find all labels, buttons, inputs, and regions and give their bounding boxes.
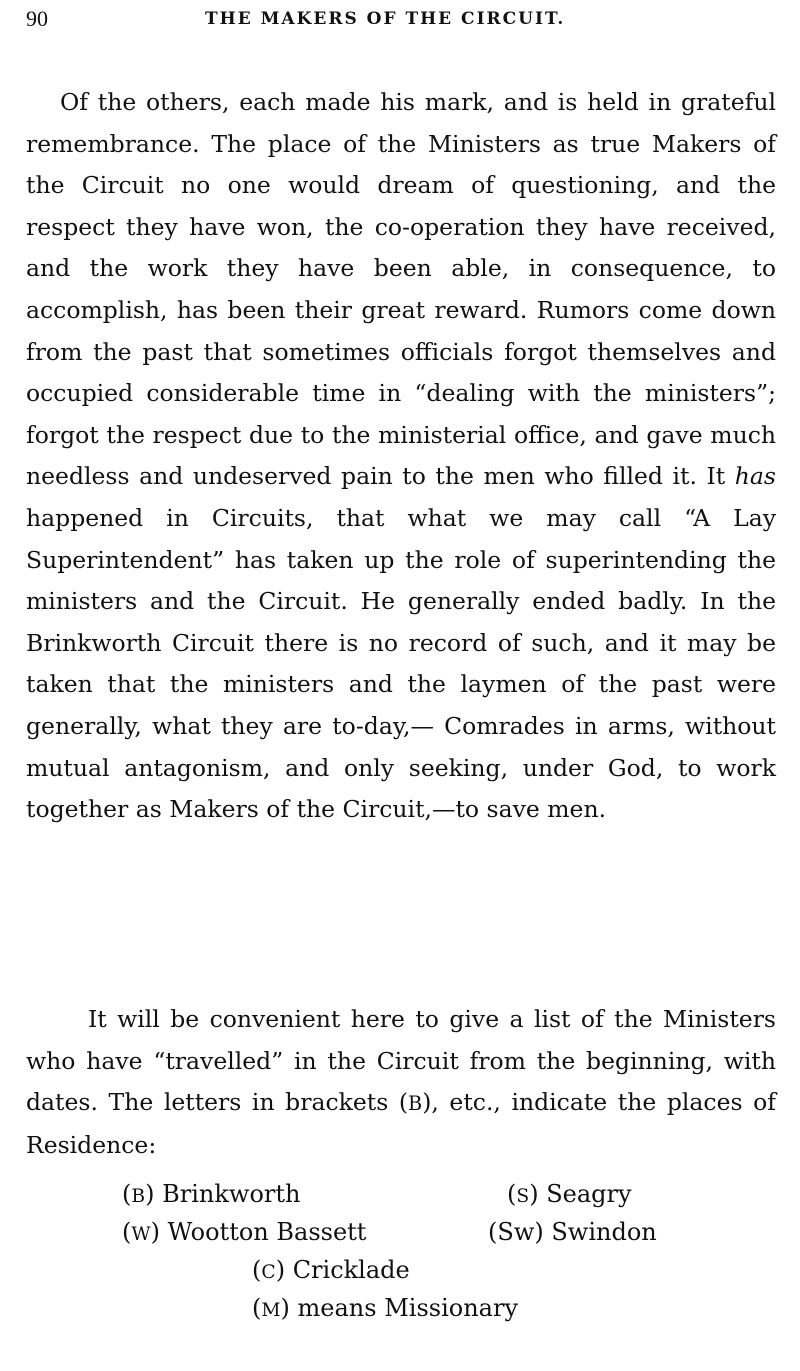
emphasis-has: has: [734, 462, 776, 491]
legend-code: C: [261, 1262, 276, 1283]
paragraph-2-text-a: It will be convenient here to give a list of the Ministers who have “travelled” in the Circuit from the beginning, with dates. The letters in brackets (: [26, 1005, 776, 1117]
legend-code: W: [131, 1224, 151, 1245]
legend-code: B: [131, 1186, 146, 1207]
legend-place: means Missionary: [297, 1294, 519, 1322]
legend-place: Brinkworth: [162, 1180, 301, 1208]
legend-place: Seagry: [546, 1180, 632, 1208]
page-header: [20, 6, 780, 36]
residence-legend: [0, 1180, 800, 1330]
legend-place: Cricklade: [292, 1256, 410, 1284]
legend-entry-cricklade: (C) Cricklade: [252, 1256, 410, 1284]
paragraph-makers-ministers: [26, 82, 776, 831]
legend-entry-seagry: (S) Seagry: [507, 1180, 632, 1208]
paragraph-1-text-b: happened in Circuits, that what we may call “A Lay Superintendent” has taken up the role of superintending the ministers and the Circuit. He generally ended badly. In the Brinkworth Circuit there is no record of such, and it may be taken that the ministers and the laymen of the past were generally, what they are to-day,— Comrades in arms, without mutual antagonism, and only seeking, under God, to work together as Makers of the Circuit,—to save men.: [26, 503, 776, 824]
legend-entry-brinkworth: (B) Brinkworth: [122, 1180, 301, 1208]
legend-place: Wootton Bassett: [167, 1218, 367, 1246]
legend-place: Swindon: [551, 1218, 657, 1246]
legend-entry-wootton-bassett: (W) Wootton Bassett: [122, 1218, 367, 1246]
legend-entry-swindon: (Sw) Swindon: [488, 1218, 657, 1246]
running-head: THE MAKERS OF THE CIRCUIT.: [205, 9, 566, 29]
legend-code: M: [261, 1300, 281, 1321]
abbr-b: B: [408, 1092, 423, 1116]
legend-entry-missionary: (M) means Missionary: [252, 1294, 519, 1322]
paragraph-list-intro: [26, 999, 776, 1166]
paragraph-2-text-b: ), etc., indicate the places of Residence:: [26, 1088, 776, 1159]
legend-code: S: [516, 1186, 530, 1207]
page-number: 90: [26, 6, 48, 31]
paragraph-1-text-a: Of the others, each made his mark, and is held in grateful remembrance. The place of the Ministers as true Makers of the Circuit no one would dream of questioning, and the respect they have won, the co-operation they have received, and the work they have been able, in consequence, to accomplish, has been their great reward. Rumors come down from the past that sometimes officials forgot themselves and occupied considerable time in “dealing with the ministers”; forgot the respect due to the ministerial office, and gave much needless and undeserved pain to the men who filled it. It: [26, 88, 776, 491]
legend-code: Sw: [497, 1218, 535, 1246]
